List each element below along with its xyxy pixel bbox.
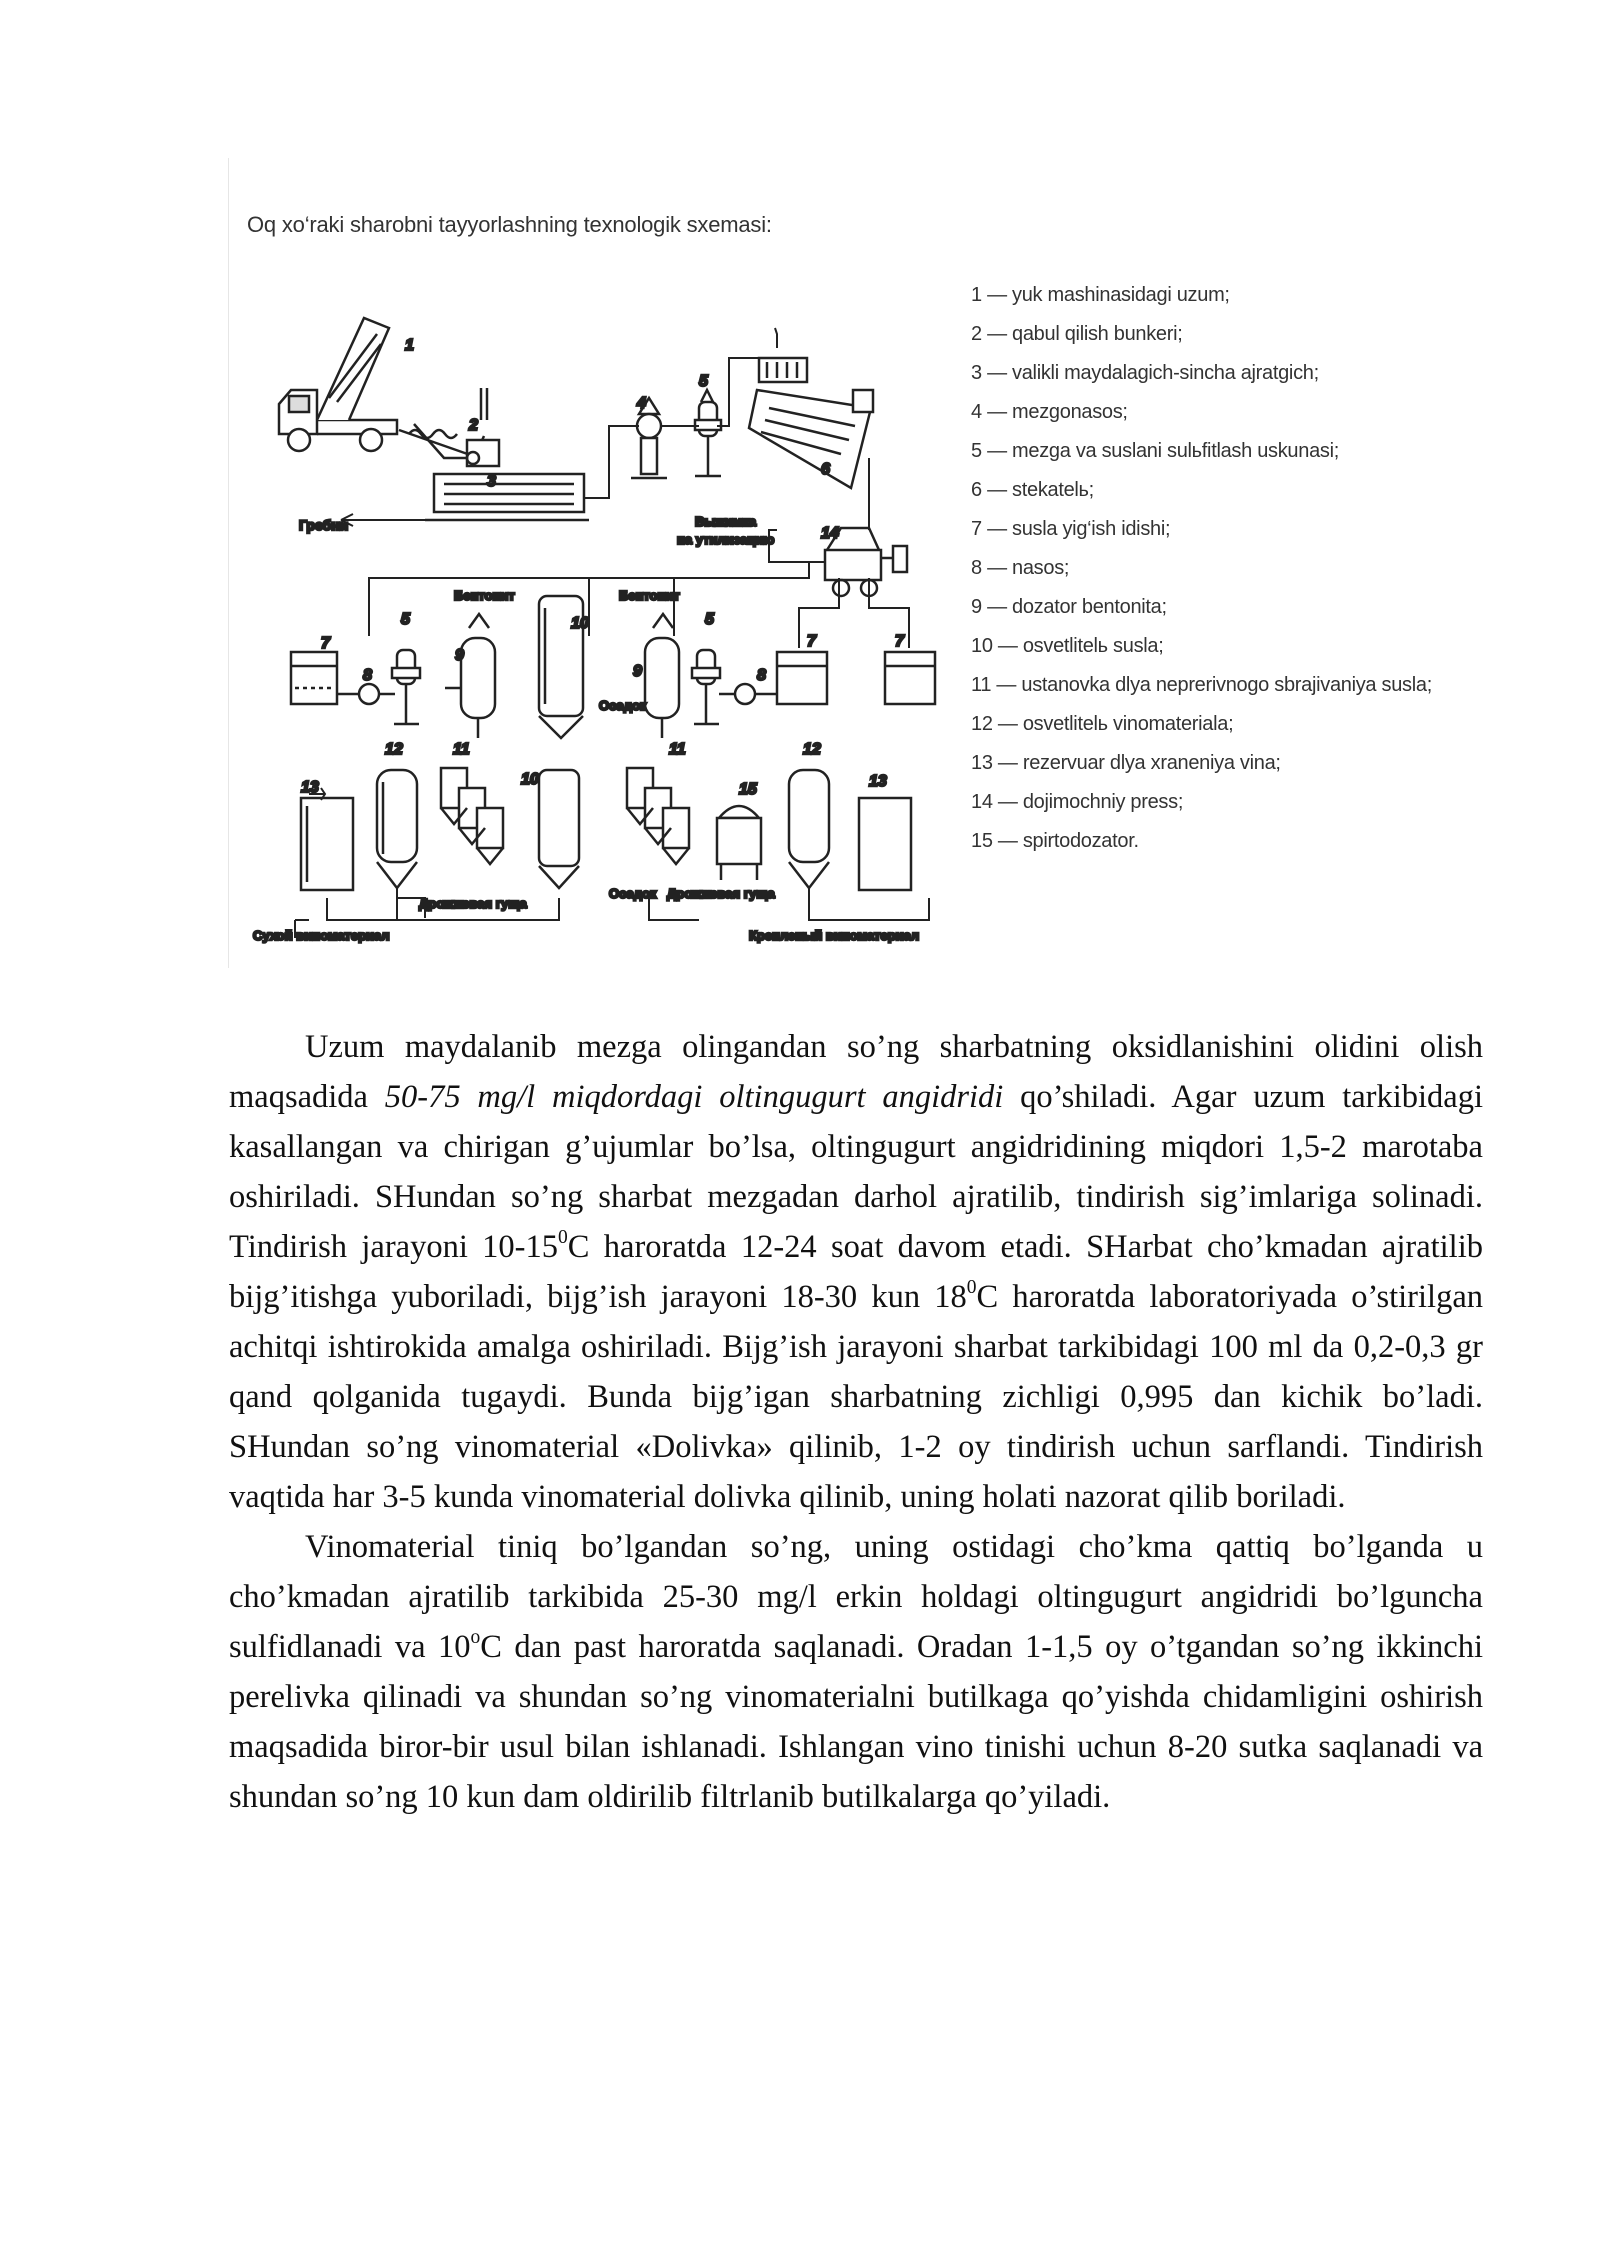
pump-right-icon — [719, 684, 777, 704]
truck-icon — [279, 318, 397, 451]
technological-scheme-figure — [228, 158, 1485, 968]
num-11-left: 11 — [453, 741, 470, 758]
num-5-middle: 5 — [401, 611, 410, 628]
num-7-left: 7 — [321, 635, 330, 652]
num-13-right: 13 — [869, 773, 887, 790]
num-8-right: 8 — [757, 667, 766, 684]
paragraph-1-text-d: C haroratda laboratoriyada o’stirilgan achitqi ishtirokida amalga oshiriladi. Bijg’ish jarayoni sharbat tarkibidagi 100 ml da 0,2-0,3 gr qand qolganida tugaydi. Bunda bijg’igan sharbatning zichligi 0,995 dan kichik bo’ladi. SHundan so’ng vinomaterial «Dolivka» qilinib, 1-2 oy tindirish uchun sarflandi. Tindirish vaqtida har 3-5 kunda vinomaterial dolivka qilinib, uning holati nazorat qilib boriladi. — [229, 1279, 1483, 1515]
num-2: 2 — [469, 417, 478, 434]
figure-legend — [971, 276, 1432, 861]
paragraph-1-text-b: qo’shiladi. Agar uzum tarkibidagi kasallangan va chirigan g’ujumlar bo’lsa, oltingugurt angidridining miqdori 1,5-2 marotaba oshiriladi. SHundan so’ng sharbat mezgadan darhol ajratilib, tindirish sig’imlariga solinadi. Tindirish jarayoni 10-15 — [229, 1079, 1483, 1265]
label-osadok-upper: Осадок — [599, 698, 647, 713]
num-9-right: 9 — [633, 663, 642, 680]
degree-superscript: o — [470, 1627, 481, 1649]
legend-item: 5 — mezga va suslani sulьfitlash uskunasi; — [971, 440, 1339, 462]
label-grebni: Гребни — [299, 517, 349, 533]
legend-item: 10 — osvetlitelь susla; — [971, 635, 1164, 657]
storage-tank-left-icon — [301, 798, 353, 890]
paragraph-1-text-c: C haroratda 12-24 soat davom etadi. SHarbat cho’kmadan ajratilib bijg’itishga yuboriladi, bijg’ish jarayoni 18-30 kun 18 — [229, 1229, 1483, 1315]
label-kreplenyy-vinomaterial: Крепленый виноматериал — [749, 928, 920, 943]
spirit-doser-icon — [717, 806, 761, 880]
pump-left-icon — [337, 684, 395, 704]
num-15: 15 — [739, 781, 757, 798]
legend-item: 4 — mezgonasos; — [971, 401, 1128, 423]
legend-item: 8 — nasos; — [971, 557, 1070, 579]
num-1: 1 — [405, 337, 414, 354]
num-8-left: 8 — [363, 667, 372, 684]
legend-item: 11 — ustanovka dlya neprerivnogo sbrajivaniya susla; — [971, 674, 1432, 696]
sulfiting-unit-middle-icon — [392, 650, 420, 724]
label-drozhzhevaya-left: Дрожжевая гуща — [419, 896, 527, 911]
num-4: 4 — [637, 395, 646, 412]
paragraph-1-emphasis: 50-75 mg/l miqdordagi oltingugurt angidridi — [384, 1079, 1004, 1115]
num-14: 14 — [821, 525, 839, 542]
legend-item: 15 — spirtodozator. — [971, 830, 1139, 852]
num-6: 6 — [821, 461, 830, 478]
label-bentonit-right: Бентонит — [619, 588, 680, 603]
legend-item: 13 — rezervuar dlya xraneniya vina; — [971, 752, 1281, 774]
process-diagram — [229, 158, 949, 968]
num-9-left: 9 — [455, 647, 464, 664]
legend-item: 12 — osvetlitelь vinomateriala; — [971, 713, 1234, 735]
num-12-left: 12 — [385, 741, 403, 758]
num-7-middle: 7 — [807, 633, 816, 650]
legend-item: 9 — dozator bentonita; — [971, 596, 1167, 618]
fermentation-unit-left-icon — [441, 768, 503, 864]
figure-title: Oq xo‘raki sharobni tayyorlashning texnologik sxemasi: — [247, 212, 772, 237]
legend-item: 1 — yuk mashinasidagi uzum; — [971, 284, 1230, 306]
num-5-top: 5 — [699, 373, 708, 390]
label-sukhoy-vinomaterial: Сухой виноматериал — [253, 928, 390, 943]
label-bentonit-left: Бентонит — [454, 588, 515, 603]
num-3: 3 — [487, 473, 496, 490]
num-12-right: 12 — [803, 741, 821, 758]
wine-clarifier-left-icon — [377, 770, 417, 888]
degree-superscript: 0 — [558, 1227, 568, 1249]
wine-clarifier-right-icon — [789, 770, 829, 888]
num-5-right: 5 — [705, 611, 714, 628]
paragraph-2 — [229, 1522, 1483, 1822]
num-10-upper: 10 — [571, 615, 589, 632]
storage-tank-right-icon — [859, 798, 911, 890]
must-tanks-right-icon — [777, 652, 935, 704]
num-11-right: 11 — [669, 741, 686, 758]
paragraph-1-text-a: Uzum maydalanib mezga olingandan so’ng sharbatning oksidlanishini olidini olish maqsadida — [229, 1029, 1483, 1115]
legend-item: 3 — valikli maydalagich-sincha ajratgich; — [971, 362, 1319, 384]
num-10-lower: 10 — [521, 771, 539, 788]
fermentation-unit-right-icon — [627, 768, 689, 864]
num-7-right: 7 — [895, 633, 904, 650]
paragraph-2-text-a: Vinomaterial tiniq bo’lgandan so’ng, uning ostidagi cho’kma qattiq bo’lganda u cho’kmadan ajratilib tarkibida 25-30 mg/l erkin holdagi oltingugurt angidridi bo’lguncha sulfidlanadi va 10 — [229, 1529, 1483, 1665]
legend-item: 2 — qabul qilish bunkeri; — [971, 323, 1183, 345]
must-clarifier-lower-icon — [539, 770, 579, 888]
crusher-destemmer-icon — [425, 440, 589, 520]
legend-item: 7 — susla yig‘ish idishi; — [971, 518, 1171, 540]
label-osadok-lower: Осадок — [609, 886, 657, 901]
num-13-left: 13 — [301, 779, 319, 796]
sulfiting-unit-icon — [695, 390, 721, 476]
label-vyzhimka: Выжимка — [695, 514, 757, 529]
sulfiting-unit-right-icon — [692, 650, 720, 724]
drainer-icon — [749, 358, 873, 488]
label-na-utilizaciyu: на утилизацию — [677, 532, 775, 547]
bentonite-doser-left-icon — [445, 614, 495, 738]
legend-item: 14 — dojimochniy press; — [971, 791, 1184, 813]
body-text — [229, 1022, 1483, 1822]
label-drozhzhevaya-right: Дрожжевая гуща — [667, 886, 775, 901]
legend-item: 6 — stekatelь; — [971, 479, 1094, 501]
paragraph-1 — [229, 1022, 1483, 1522]
must-tank-left-icon — [291, 652, 337, 704]
degree-superscript: 0 — [966, 1277, 977, 1299]
paragraph-2-text-b: C dan past haroratda saqlanadi. Oradan 1-1,5 oy o’tgandan so’ng ikkinchi perelivka qilinadi va shundan so’ng vinomaterialni butilkaga qo’yishda chidamligini oshirish maqsadida biror-bir usul bilan ishlanadi. Ishlangan vino tinishi uchun 8-20 sutka saqlanadi va shundan so’ng 10 kun dam oldirilib filtrlanib butilkalarga qo’yiladi. — [229, 1629, 1483, 1815]
